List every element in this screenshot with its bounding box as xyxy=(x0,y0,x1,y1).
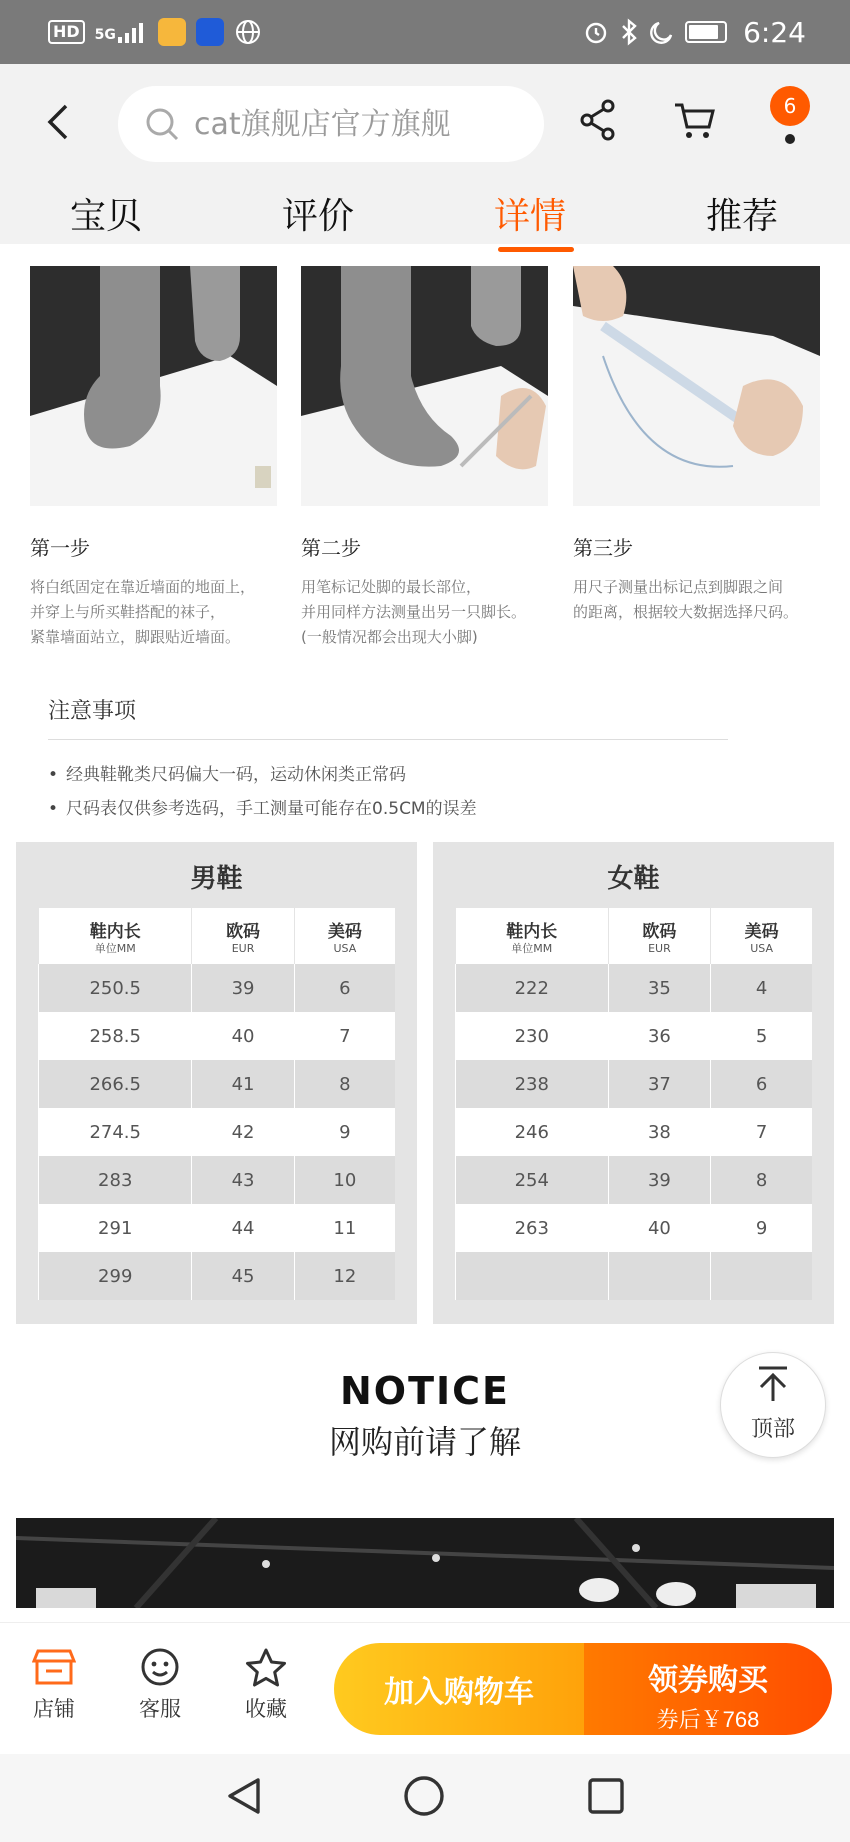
cell: 246 xyxy=(456,1108,609,1156)
header-eur: 欧码 EUR xyxy=(608,908,711,964)
table-row xyxy=(39,1204,396,1252)
notes-section xyxy=(48,694,728,826)
tab-details[interactable]: 详情 xyxy=(424,188,636,244)
store-button[interactable] xyxy=(14,1647,94,1723)
store-photo xyxy=(16,1518,834,1608)
table-row xyxy=(456,964,813,1012)
table-header-row xyxy=(39,908,396,964)
table-header-row xyxy=(456,908,813,964)
cell: 9 xyxy=(711,1204,812,1252)
table-row xyxy=(39,1252,396,1300)
step-3-photo xyxy=(573,266,820,506)
search-icon xyxy=(144,106,180,142)
top-bar xyxy=(0,64,850,244)
step-1-title: 第一步 xyxy=(30,536,90,560)
cell: 10 xyxy=(294,1156,395,1204)
cell: 35 xyxy=(608,964,711,1012)
nav-back-button[interactable] xyxy=(222,1774,270,1822)
back-to-top-button[interactable] xyxy=(720,1352,826,1458)
tab-reviews[interactable]: 评价 xyxy=(281,196,354,237)
battery-icon xyxy=(685,21,727,43)
hd-indicator: HD xyxy=(48,20,85,44)
cell: 291 xyxy=(39,1204,192,1252)
cell: 37 xyxy=(608,1060,711,1108)
step-2-photo xyxy=(301,266,548,506)
cell: 41 xyxy=(192,1060,294,1108)
table-row xyxy=(456,1252,813,1300)
step-1-photo xyxy=(30,266,277,506)
globe-icon xyxy=(234,18,262,46)
system-nav-bar xyxy=(0,1754,850,1842)
cell: 263 xyxy=(456,1204,609,1252)
table-row xyxy=(39,964,396,1012)
step-1-desc: 将白纸固定在靠近墙面的地面上， 并穿上与所买鞋搭配的袜子， 紧靠墙面站立，脚跟贴近墙面。 xyxy=(30,578,256,646)
header-eur: 欧码 EUR xyxy=(192,908,294,964)
cell: 299 xyxy=(39,1252,192,1300)
cell: 45 xyxy=(192,1252,294,1300)
table-row xyxy=(39,1012,396,1060)
cell: 42 xyxy=(192,1108,294,1156)
share-button[interactable] xyxy=(578,98,626,146)
step-2-desc: 用笔标记处脚的最长部位， 并用同样方法测量出另一只脚长。 (一般情况都会出现大小脚) xyxy=(301,578,527,646)
status-right xyxy=(583,16,806,49)
cell: 12 xyxy=(294,1252,395,1300)
status-left xyxy=(48,18,262,46)
back-to-top-label: 顶部 xyxy=(750,1417,795,1442)
service-label: 客服 xyxy=(139,1697,181,1721)
notice-title: NOTICE xyxy=(339,1369,510,1413)
cell: 44 xyxy=(192,1204,294,1252)
tab-goods[interactable]: 宝贝 xyxy=(69,196,142,237)
store-icon xyxy=(32,1647,76,1687)
step-3 xyxy=(573,266,820,625)
cell: 254 xyxy=(456,1156,609,1204)
step-3-title: 第三步 xyxy=(573,536,633,560)
store-label: 店铺 xyxy=(33,1697,75,1721)
cell: 38 xyxy=(608,1108,711,1156)
notification-app-icon-2 xyxy=(196,18,224,46)
step-1 xyxy=(30,266,277,650)
women-table-title: 女鞋 xyxy=(607,864,660,894)
favorite-label: 收藏 xyxy=(245,1697,287,1721)
triangle-back-icon xyxy=(222,1774,266,1818)
table-row xyxy=(39,1156,396,1204)
table-row xyxy=(456,1156,813,1204)
cell: 4 xyxy=(711,964,812,1012)
favorite-button[interactable] xyxy=(226,1647,306,1723)
bluetooth-icon xyxy=(619,18,639,46)
chat-icon xyxy=(138,1647,182,1687)
signal-label: 5G xyxy=(94,27,116,43)
cell: 40 xyxy=(608,1204,711,1252)
clock: 6:24 xyxy=(743,15,806,49)
cell: 39 xyxy=(608,1156,711,1204)
notes-list xyxy=(48,758,728,826)
tab-recommend[interactable]: 推荐 xyxy=(705,196,778,237)
cell xyxy=(456,1252,609,1300)
notice-subtitle: 网购前请了解 xyxy=(328,1423,521,1461)
cell: 11 xyxy=(294,1204,395,1252)
more-menu-dot[interactable] xyxy=(785,134,795,144)
nav-home-button[interactable] xyxy=(402,1774,450,1822)
search-bar[interactable] xyxy=(118,86,544,162)
cell: 7 xyxy=(711,1108,812,1156)
signal-indicator xyxy=(95,21,148,43)
men-table-title: 男鞋 xyxy=(190,864,243,894)
table-row xyxy=(39,1060,396,1108)
back-button[interactable] xyxy=(44,102,84,146)
notes-title: 注意事项 xyxy=(48,694,728,740)
cell: 6 xyxy=(711,1060,812,1108)
buy-price: 券后￥768 xyxy=(656,1706,760,1732)
add-to-cart-button[interactable]: 加入购物车 xyxy=(334,1643,584,1735)
bottom-action-bar xyxy=(0,1622,850,1754)
header-usa: 美码 USA xyxy=(294,908,395,964)
cell: 258.5 xyxy=(39,1012,192,1060)
cell: 36 xyxy=(608,1012,711,1060)
circle-home-icon xyxy=(402,1774,446,1818)
men-size-table xyxy=(16,842,417,1324)
men-size-grid xyxy=(38,908,395,1300)
women-size-grid xyxy=(455,908,812,1300)
cell: 8 xyxy=(294,1060,395,1108)
cell: 266.5 xyxy=(39,1060,192,1108)
tab-bar xyxy=(0,188,850,244)
cell: 9 xyxy=(294,1108,395,1156)
signal-bars-icon xyxy=(118,21,148,43)
star-icon xyxy=(244,1647,288,1687)
alarm-icon xyxy=(583,19,609,45)
cell: 238 xyxy=(456,1060,609,1108)
buy-now-button[interactable] xyxy=(584,1643,832,1735)
cell: 7 xyxy=(294,1012,395,1060)
cell: 222 xyxy=(456,964,609,1012)
cell: 43 xyxy=(192,1156,294,1204)
women-size-table xyxy=(433,842,834,1324)
buy-label: 领券购买 xyxy=(648,1663,768,1697)
header-length: 鞋内长 单位MM xyxy=(456,908,609,964)
cell: 6 xyxy=(294,964,395,1012)
chevron-left-icon xyxy=(44,102,74,142)
cell: 230 xyxy=(456,1012,609,1060)
header-usa: 美码 USA xyxy=(711,908,812,964)
header-length: 鞋内长 单位MM xyxy=(39,908,192,964)
measure-steps xyxy=(0,266,850,686)
arrow-up-icon xyxy=(721,1365,825,1412)
step-2 xyxy=(301,266,548,650)
share-icon xyxy=(578,98,618,142)
table-row xyxy=(456,1108,813,1156)
square-recents-icon xyxy=(584,1774,628,1818)
more-badge[interactable]: 6 xyxy=(770,86,810,126)
table-row xyxy=(456,1060,813,1108)
note-item: • 尺码表仅供参考选码，手工测量可能存在0.5CM的误差 xyxy=(48,792,728,826)
cell: 283 xyxy=(39,1156,192,1204)
moon-icon xyxy=(649,19,675,45)
cell: 40 xyxy=(192,1012,294,1060)
cart-icon xyxy=(672,98,716,142)
table-row xyxy=(39,1108,396,1156)
table-row xyxy=(456,1012,813,1060)
status-bar xyxy=(0,0,850,64)
step-2-title: 第二步 xyxy=(301,536,361,560)
cell: 39 xyxy=(192,964,294,1012)
note-item: • 经典鞋靴类尺码偏大一码，运动休闲类正常码 xyxy=(48,758,728,792)
cell: 250.5 xyxy=(39,964,192,1012)
cell xyxy=(711,1252,812,1300)
cell: 274.5 xyxy=(39,1108,192,1156)
cart-button[interactable] xyxy=(672,98,720,146)
table-row xyxy=(456,1204,813,1252)
cell: 8 xyxy=(711,1156,812,1204)
search-input[interactable] xyxy=(194,107,494,142)
nav-recents-button[interactable] xyxy=(584,1774,632,1822)
cell xyxy=(608,1252,711,1300)
cell: 5 xyxy=(711,1012,812,1060)
service-button[interactable] xyxy=(120,1647,200,1723)
step-3-desc: 用尺子测量出标记点到脚跟之间 的距离，根据较大数据选择尺码。 xyxy=(573,578,799,621)
notification-app-icon xyxy=(158,18,186,46)
